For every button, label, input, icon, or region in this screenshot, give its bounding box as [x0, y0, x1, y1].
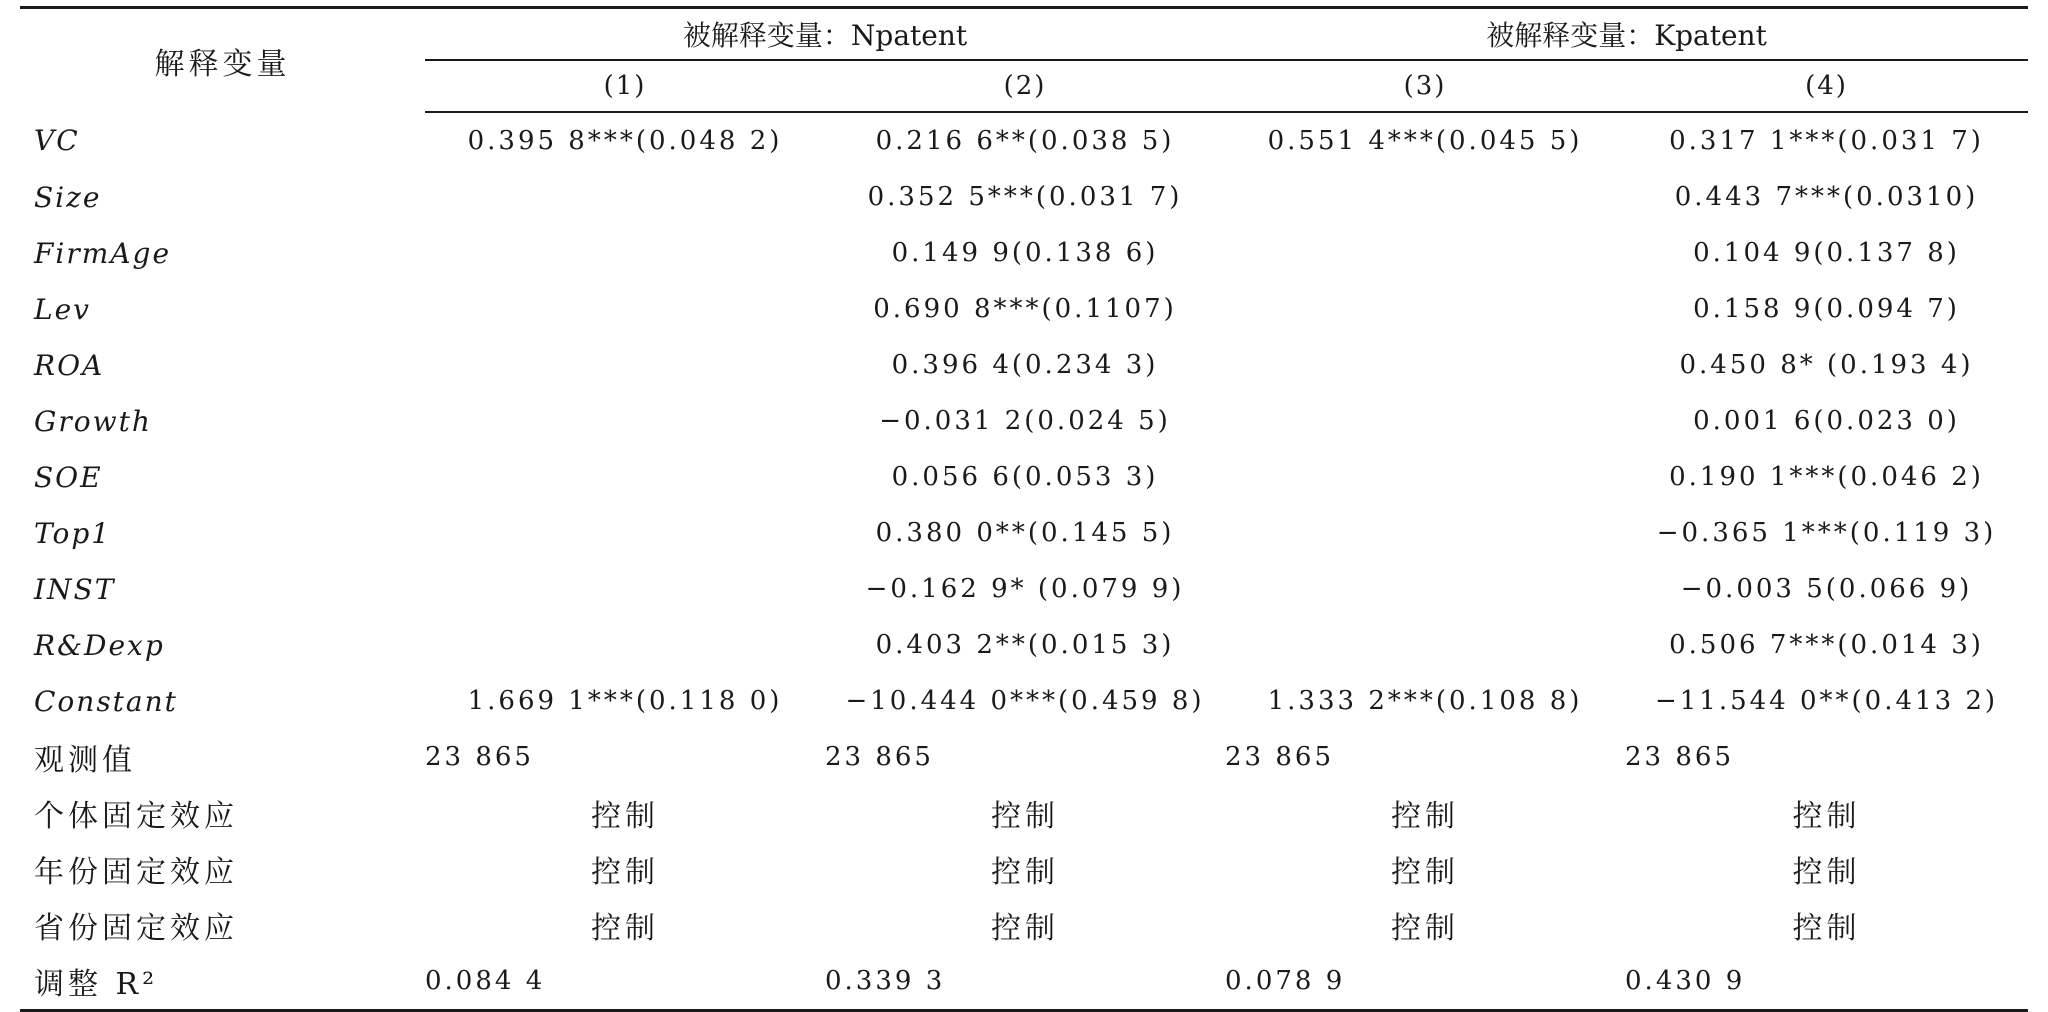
cell-col-1 — [425, 505, 825, 561]
group-header-kpatent: 被解释变量：Kpatent — [1225, 8, 2028, 61]
cell-col-4: 0.506 7***(0.014 3) — [1669, 630, 1984, 660]
cell-col-3: 1.333 2***(0.108 8) — [1267, 686, 1583, 716]
table-row — [20, 449, 2028, 505]
cell-col-2: 0.352 5***(0.031 7) — [867, 182, 1183, 212]
cell-col-4: 0.430 9 — [1625, 953, 2028, 1011]
row-label: 年份固定效应 — [34, 855, 238, 890]
cell-col-1 — [425, 617, 825, 673]
table-row — [20, 561, 2028, 617]
table-row — [20, 169, 2028, 225]
column-header-1: (1) — [425, 60, 825, 112]
cell-col-2: −0.031 2(0.024 5) — [879, 406, 1171, 436]
row-label: 个体固定效应 — [34, 799, 238, 834]
column-header-4: (4) — [1625, 60, 2028, 112]
cell-col-1 — [425, 169, 825, 225]
var-column-header: 解释变量 — [20, 8, 425, 113]
cell-col-2: 0.690 8***(0.1107) — [873, 294, 1177, 324]
cell-col-3: 23 865 — [1225, 742, 1334, 772]
cell-col-4: 0.104 9(0.137 8) — [1693, 238, 1960, 268]
cell-col-4: −11.544 0**(0.413 2) — [1654, 686, 1999, 716]
cell-col-2: −10.444 0***(0.459 8) — [845, 686, 1205, 716]
cell-col-1: 0.084 4 — [425, 953, 825, 1011]
cell-col-1 — [425, 393, 825, 449]
cell-col-1 — [425, 561, 825, 617]
table-body — [20, 112, 2028, 1011]
table-row — [20, 729, 2028, 785]
cell-col-3 — [1225, 169, 1625, 225]
table-row — [20, 281, 2028, 337]
table-row — [20, 841, 2028, 897]
cell-col-1 — [425, 337, 825, 393]
row-label: R&Dexp — [34, 628, 165, 662]
row-label: 观测值 — [34, 743, 136, 778]
group-header-npatent: 被解释变量：Npatent — [425, 8, 1225, 61]
cell-col-4: 0.001 6(0.023 0) — [1693, 406, 1960, 436]
cell-col-1: 控制 — [591, 855, 659, 890]
cell-col-3 — [1225, 617, 1625, 673]
row-label: 省份固定效应 — [34, 911, 238, 946]
cell-col-2: 0.396 4(0.234 3) — [891, 350, 1159, 380]
regression-table — [20, 6, 2028, 1012]
cell-col-1 — [425, 281, 825, 337]
cell-col-2: −0.162 9* (0.079 9) — [865, 574, 1185, 604]
cell-col-2: 控制 — [991, 855, 1059, 890]
cell-col-1: 0.395 8***(0.048 2) — [467, 126, 783, 156]
cell-col-4: 控制 — [1792, 855, 1861, 890]
cell-col-1: 1.669 1***(0.118 0) — [467, 686, 783, 716]
cell-col-3 — [1225, 393, 1625, 449]
cell-col-2: 23 865 — [825, 742, 934, 772]
cell-col-2: 0.339 3 — [825, 953, 1225, 1011]
table-row — [20, 673, 2028, 729]
row-label: Lev — [34, 292, 91, 326]
table-row — [20, 953, 2028, 1011]
cell-col-3: 0.078 9 — [1225, 953, 1625, 1011]
cell-col-1 — [425, 449, 825, 505]
table-row — [20, 337, 2028, 393]
column-header-2: (2) — [825, 60, 1225, 112]
row-label: FirmAge — [34, 236, 172, 270]
cell-col-3 — [1225, 561, 1625, 617]
cell-col-3 — [1225, 281, 1625, 337]
table-row — [20, 112, 2028, 169]
cell-col-1 — [425, 225, 825, 281]
cell-col-3: 0.551 4***(0.045 5) — [1267, 126, 1583, 156]
table-row — [20, 617, 2028, 673]
cell-col-2: 0.216 6**(0.038 5) — [875, 126, 1175, 156]
cell-col-3 — [1225, 337, 1625, 393]
cell-col-4: −0.003 5(0.066 9) — [1680, 574, 1973, 604]
row-label: Constant — [34, 684, 178, 718]
row-label: SOE — [34, 460, 103, 494]
cell-col-2: 控制 — [991, 911, 1059, 946]
row-label: INST — [34, 572, 116, 606]
cell-col-4: 0.158 9(0.094 7) — [1693, 294, 1960, 324]
cell-col-4: 0.317 1***(0.031 7) — [1669, 126, 1984, 156]
cell-col-2: 0.380 0**(0.145 5) — [875, 518, 1175, 548]
table-row — [20, 505, 2028, 561]
cell-col-2: 0.056 6(0.053 3) — [891, 462, 1159, 492]
column-header-3: (3) — [1225, 60, 1625, 112]
cell-col-3: 控制 — [1391, 911, 1460, 946]
cell-col-3 — [1225, 505, 1625, 561]
cell-col-4: 0.443 7***(0.0310) — [1674, 182, 1979, 212]
cell-col-1: 23 865 — [425, 742, 534, 772]
table-row — [20, 225, 2028, 281]
row-label: 调整 R² — [20, 953, 425, 1011]
row-label: VC — [34, 124, 80, 157]
row-label: Size — [34, 180, 102, 214]
row-label: ROA — [34, 348, 105, 382]
cell-col-4: 控制 — [1792, 799, 1861, 834]
cell-col-3: 控制 — [1391, 799, 1460, 834]
cell-col-4: −0.365 1***(0.119 3) — [1656, 518, 1997, 548]
cell-col-2: 0.149 9(0.138 6) — [891, 238, 1159, 268]
cell-col-4: 23 865 — [1625, 742, 1734, 772]
cell-col-4: 0.450 8* (0.193 4) — [1679, 350, 1974, 380]
table-row — [20, 897, 2028, 953]
header-row-groups — [20, 8, 2028, 61]
cell-col-2: 控制 — [991, 799, 1059, 834]
table-row — [20, 393, 2028, 449]
cell-col-4: 0.190 1***(0.046 2) — [1669, 462, 1984, 492]
cell-col-2: 0.403 2**(0.015 3) — [875, 630, 1175, 660]
row-label: Growth — [34, 404, 152, 438]
cell-col-3: 控制 — [1391, 855, 1460, 890]
cell-col-3 — [1225, 449, 1625, 505]
cell-col-4: 控制 — [1792, 911, 1861, 946]
cell-col-1: 控制 — [591, 799, 659, 834]
cell-col-3 — [1225, 225, 1625, 281]
row-label: Top1 — [34, 516, 112, 550]
cell-col-1: 控制 — [591, 911, 659, 946]
table-row — [20, 785, 2028, 841]
